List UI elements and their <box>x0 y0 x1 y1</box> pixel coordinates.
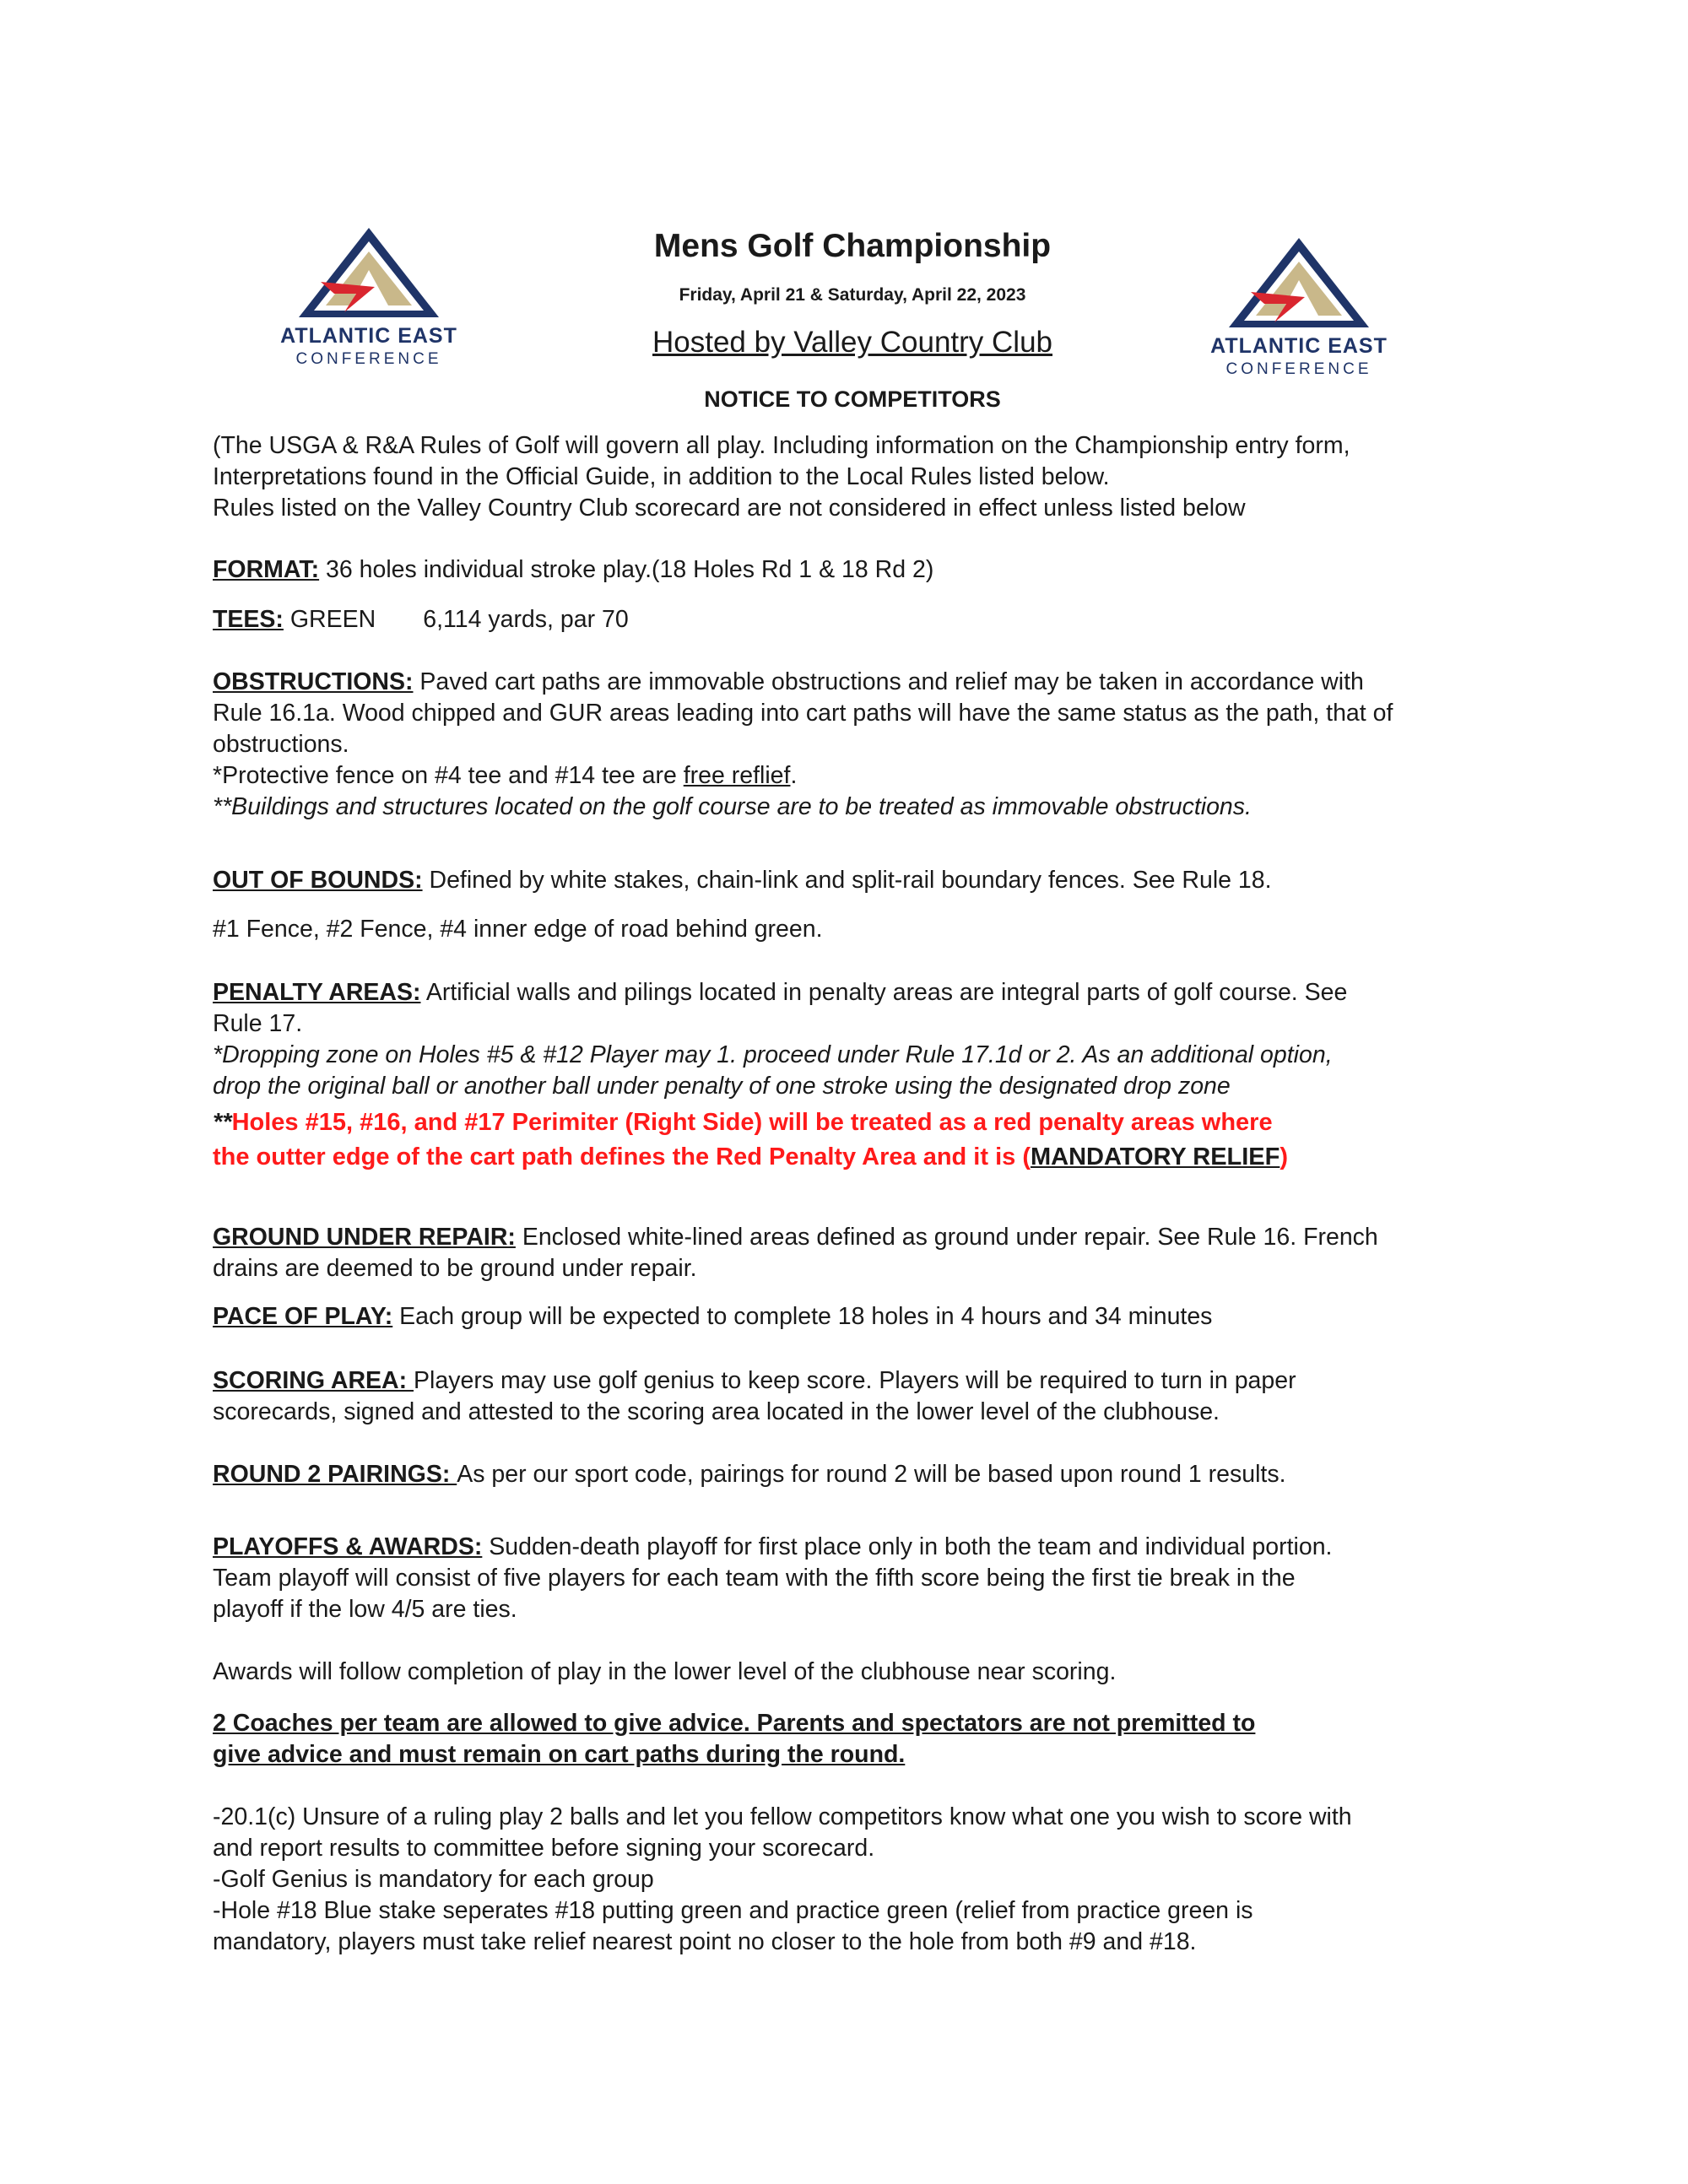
intro-line: Interpretations found in the Official Guide, in addition to the Local Rules listed below. <box>213 463 1110 490</box>
playoffs-text: playoff if the low 4/5 are ties. <box>213 1596 517 1623</box>
tees-color: GREEN <box>283 606 376 633</box>
free-relief-text: free reflief <box>683 762 791 789</box>
fence-period: . <box>790 762 798 789</box>
playoffs-section <box>213 1532 1496 1688</box>
pace-text: Each group will be expected to complete 18 holes in 4 hours and 34 minutes <box>392 1303 1213 1330</box>
penalty-areas-section <box>213 977 1496 1175</box>
pace-section <box>213 1301 1496 1333</box>
intro-section <box>213 430 1496 524</box>
red-penalty-close: ) <box>1280 1143 1289 1170</box>
obstructions-text: Paved cart paths are immovable obstructions and relief may be taken in accordance with <box>413 668 1364 695</box>
notice-heading: NOTICE TO COMPETITORS <box>704 387 1001 412</box>
red-penalty-prefix: ** <box>213 1109 232 1136</box>
oob-text: Defined by white stakes, chain-link and split-rail boundary fences. See Rule 18. <box>422 867 1272 894</box>
event-dates: Friday, April 21 & Saturday, April 22, 2023 <box>679 285 1026 305</box>
page-title: Mens Golf Championship <box>653 228 1052 264</box>
host-line: Hosted by Valley Country Club <box>652 326 1053 359</box>
format-section <box>213 554 1496 586</box>
logo-sub-text: CONFERENCE <box>295 350 442 368</box>
coaches-section <box>213 1708 1496 1770</box>
gur-text: drains are deemed to be ground under repair. <box>213 1255 697 1282</box>
note-line: -20.1(c) Unsure of a ruling play 2 balls and let you fellow competitors know what one you wish to score with <box>213 1803 1352 1830</box>
logo-brand-text: ATLANTIC EAST <box>1210 334 1388 358</box>
intro-line: (The USGA & R&A Rules of Golf will govern all play. Including information on the Championship entry form, <box>213 432 1350 459</box>
tees-text: 6,114 yards, par 70 <box>423 606 629 633</box>
obstructions-section <box>213 667 1496 823</box>
penalty-text: Artificial walls and pilings located in penalty areas are integral parts of golf course. See <box>420 979 1348 1006</box>
red-penalty-text: the outter edge of the cart path defines the Red Penalty Area and it is ( <box>213 1143 1031 1170</box>
oob-detail: #1 Fence, #2 Fence, #4 inner edge of road behind green. <box>213 916 823 943</box>
round2-section <box>213 1459 1496 1490</box>
drop-zone-text: drop the original ball or another ball under penalty of one stroke using the designated drop zone <box>213 1073 1231 1100</box>
drop-zone-text: *Dropping zone on Holes #5 & #12 Player may 1. proceed under Rule 17.1d or 2. As an additional option, <box>213 1041 1333 1068</box>
mandatory-relief-text: MANDATORY RELIEF <box>1030 1143 1280 1170</box>
fence-text: *Protective fence on #4 tee and #14 tee are <box>213 762 684 789</box>
gur-section <box>213 1222 1496 1284</box>
note-line: mandatory, players must take relief nearest point no closer to the hole from both #9 and #18. <box>213 1928 1197 1955</box>
conference-triangle-icon <box>297 226 441 319</box>
format-text: 36 holes individual stroke play.(18 Holes Rd 1 & 18 Rd 2) <box>319 556 934 583</box>
playoffs-text: Team playoff will consist of five players for each team with the fifth score being the first tie break in the <box>213 1565 1296 1592</box>
scoring-text: Players may use golf genius to keep score. Players will be required to turn in paper <box>414 1367 1296 1394</box>
out-of-bounds-section <box>213 865 1496 945</box>
scoring-label: SCORING AREA: <box>213 1367 414 1394</box>
tees-section <box>213 604 1496 635</box>
coaches-text: 2 Coaches per team are allowed to give advice. Parents and spectators are not premitted to <box>213 1710 1256 1737</box>
scoring-section <box>213 1365 1496 1428</box>
gur-text: Enclosed white-lined areas defined as ground under repair. See Rule 16. French <box>515 1224 1378 1251</box>
notes-section <box>213 1802 1496 1958</box>
pace-label: PACE OF PLAY: <box>213 1303 393 1330</box>
buildings-text: **Buildings and structures located on the golf course are to be treated as immovable obstructions. <box>213 793 1252 820</box>
obstructions-text: obstructions. <box>213 731 349 758</box>
note-line: and report results to committee before signing your scorecard. <box>213 1835 875 1862</box>
note-line: -Golf Genius is mandatory for each group <box>213 1866 654 1893</box>
round2-text: As per our sport code, pairings for round 2 will be based upon round 1 results. <box>457 1461 1286 1488</box>
oob-label: OUT OF BOUNDS: <box>213 867 423 894</box>
playoffs-label: PLAYOFFS & AWARDS: <box>213 1533 483 1560</box>
scoring-text: scorecards, signed and attested to the scoring area located in the lower level of the clubhouse. <box>213 1398 1220 1425</box>
playoffs-text: Sudden-death playoff for first place only in both the team and individual portion. <box>482 1533 1333 1560</box>
round2-label: ROUND 2 PAIRINGS: <box>213 1461 457 1488</box>
logo-brand-text: ATLANTIC EAST <box>280 324 457 348</box>
coaches-text: give advice and must remain on cart paths during the round. <box>213 1741 906 1768</box>
logo-sub-text: CONFERENCE <box>1225 360 1372 378</box>
penalty-label: PENALTY AREAS: <box>213 979 421 1006</box>
obstructions-text: Rule 16.1a. Wood chipped and GUR areas leading into cart paths will have the same status as the path, that of <box>213 700 1393 727</box>
penalty-text: Rule 17. <box>213 1010 303 1037</box>
intro-line: Rules listed on the Valley Country Club scorecard are not considered in effect unless listed below <box>213 495 1246 522</box>
tees-label: TEES: <box>213 606 284 633</box>
gur-label: GROUND UNDER REPAIR: <box>213 1224 516 1251</box>
obstructions-label: OBSTRUCTIONS: <box>213 668 414 695</box>
red-penalty-text: Holes #15, #16, and #17 Perimiter (Right Side) will be treated as a red penalty areas where <box>231 1109 1273 1136</box>
awards-text: Awards will follow completion of play in the lower level of the clubhouse near scoring. <box>213 1658 1117 1685</box>
note-line: -Hole #18 Blue stake seperates #18 putting green and practice green (relief from practice green is <box>213 1897 1253 1924</box>
format-label: FORMAT: <box>213 556 320 583</box>
